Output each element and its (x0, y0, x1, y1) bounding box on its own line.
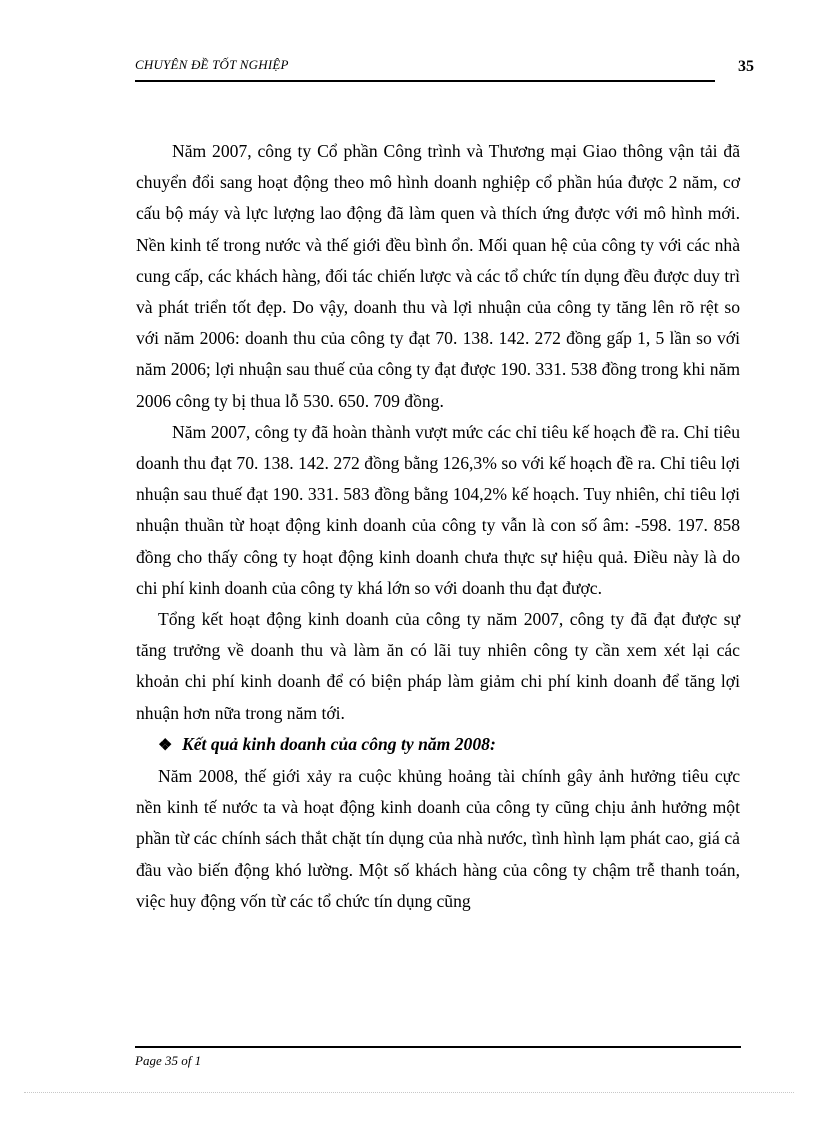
paragraph-3: Tổng kết hoạt động kinh doanh của công ty năm 2007, công ty đã đạt được sự tăng trưởng về doanh thu và làm ăn có lãi tuy nhiên công ty cần xem xét lại các khoản chi phí kinh doanh để có biện pháp làm giảm chi phí kinh doanh để tăng lợi nhuận hơn nữa trong năm tới. (136, 609, 740, 723)
footer-text: Page 35 of 1 (135, 1053, 202, 1068)
header-title: CHUYÊN ĐỀ TỐT NGHIỆP (135, 57, 289, 72)
paragraph-1: Năm 2007, công ty Cổ phần Công trình và Thương mại Giao thông vận tải đã chuyển đổi sang hoạt động theo mô hình doanh nghiệp cổ phần húa được 2 năm, cơ cấu bộ máy và lực lượng lao động đã làm quen và thích ứng được với mô hình mới. Nền kinh tế trong nước và thế giới đều bình ổn. Mối quan hệ của công ty với các nhà cung cấp, các khách hàng, đối tác chiến lược và các tổ chức tín dụng đều được duy trì và phát triển tốt đẹp. Do vậy, doanh thu và lợi nhuận của công ty tăng lên rõ rệt so với năm 2006: doanh thu của công ty đạt 70. 138. 142. 272 đồng gấp 1, 5 lần so với năm 2006; lợi nhuận sau thuế của công ty đạt được 190. 331. 538 đồng trong khi năm 2006 công ty bị thua lỗ 530. 650. 709 đồng. (136, 141, 740, 411)
diamond-bullet-icon: ❖ (158, 736, 173, 754)
section-heading-text: Kết quả kinh doanh của công ty năm 2008: (182, 733, 496, 754)
section-heading (136, 729, 740, 761)
page-edge-divider (24, 1092, 794, 1093)
paragraph-2: Năm 2007, công ty đã hoàn thành vượt mức các chỉ tiêu kế hoạch đề ra. Chỉ tiêu doanh thu đạt 70. 138. 142. 272 đồng bằng 126,3% so với kế hoạch đề ra. Chỉ tiêu lợi nhuận sau thuế đạt 190. 331. 583 đồng bằng 104,2% kế hoạch. Tuy nhiên, chỉ tiêu lợi nhuận thuần từ hoạt động kinh doanh của công ty vẫn là con số âm: -598. 197. 858 đồng cho thấy công ty hoạt động kinh doanh chưa thực sự hiệu quả. Điều này là do chi phí kinh doanh của công ty khá lớn so với doanh thu đạt được. (136, 421, 740, 598)
document-body (136, 136, 740, 917)
page-footer (135, 1046, 741, 1068)
page-number: 35 (738, 58, 754, 75)
paragraph-4: Năm 2008, thế giới xảy ra cuộc khủng hoảng tài chính gây ảnh hưởng tiêu cực nền kinh tế nước ta và hoạt động kinh doanh của công ty cũng chịu ảnh hưởng một phần từ các chính sách thắt chặt tín dụng của nhà nước, tình hình lạm phát cao, giá cả đầu vào biến động khó lường. Một số khách hàng của công ty chậm trễ thanh toán, việc huy động vốn từ các tổ chức tín dụng cũng (136, 766, 740, 911)
page-header (135, 56, 715, 82)
